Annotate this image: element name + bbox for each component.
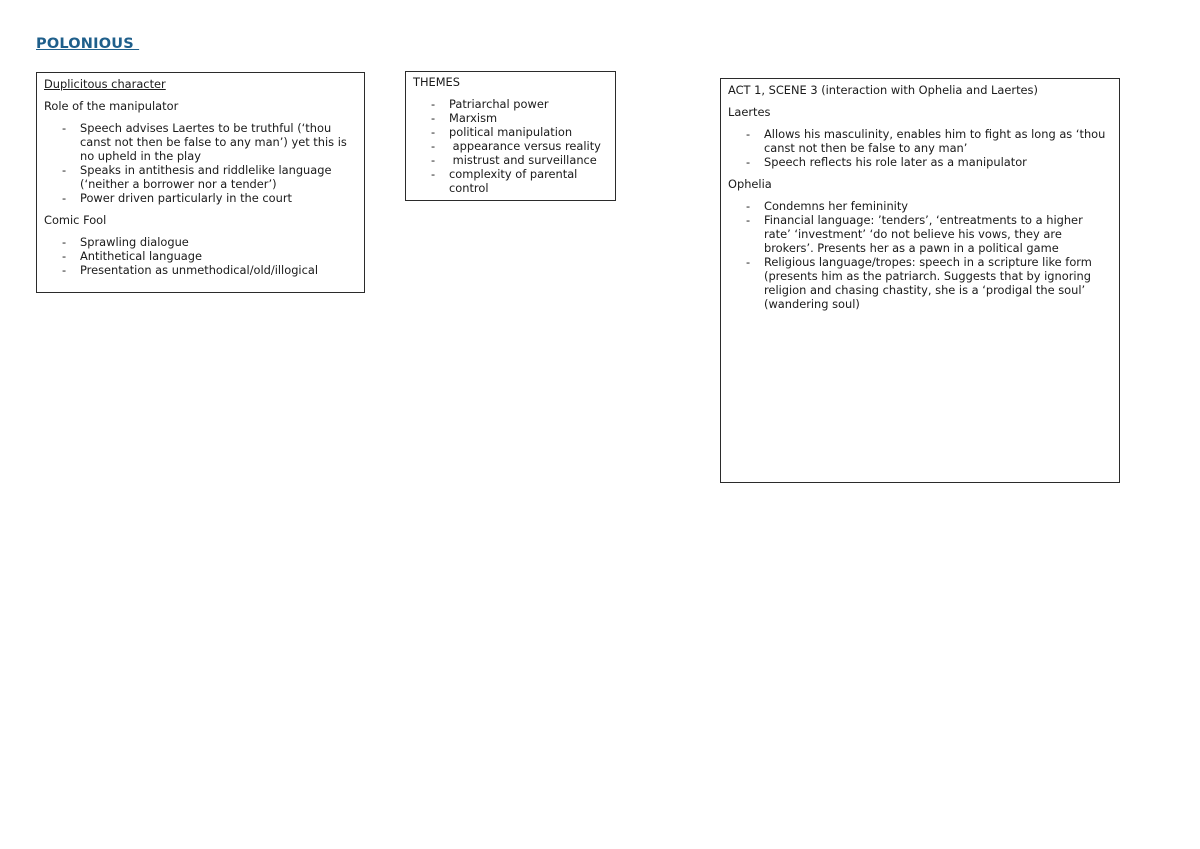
character-notes-box — [36, 72, 365, 293]
list-item — [728, 127, 1112, 155]
duplicitous-heading: Duplicitous character — [44, 77, 166, 91]
act-heading: ACT 1, SCENE 3 (interaction with Ophelia and Laertes) — [728, 83, 1038, 97]
list-item — [413, 97, 608, 111]
list-item-text: Patriarchal power — [449, 97, 549, 111]
list-item — [44, 191, 357, 205]
list-item-text: mistrust and surveillance — [449, 153, 597, 167]
list-item-text: Marxism — [449, 111, 498, 125]
list-item — [728, 199, 1112, 213]
list-item — [413, 167, 608, 195]
list-item-text: Speaks in antithesis and riddlelike language (‘neither a borrower nor a tender’) — [80, 163, 332, 191]
dash-bullet: - — [62, 191, 67, 205]
dash-bullet: - — [62, 249, 67, 263]
list-item — [413, 153, 608, 167]
list-item — [44, 121, 357, 163]
themes-box — [405, 71, 616, 201]
list-item — [413, 125, 608, 139]
list-item-text: Allows his masculinity, enables him to fight as long as ‘thou canst not then be false to any man’ — [764, 127, 1106, 155]
list-item-text: Sprawling dialogue — [80, 235, 189, 249]
list-item-text: appearance versus reality — [449, 139, 601, 153]
dash-bullet: - — [62, 121, 67, 135]
list-item — [728, 155, 1112, 169]
dash-bullet: - — [746, 155, 751, 169]
dash-bullet: - — [431, 111, 436, 125]
list-item-text: Speech reflects his role later as a manipulator — [764, 155, 1027, 169]
list-item — [44, 235, 357, 249]
dash-bullet: - — [431, 167, 436, 181]
list-item — [413, 111, 608, 125]
dash-bullet: - — [746, 127, 751, 141]
list-item-text: complexity of parental control — [449, 167, 581, 195]
dash-bullet: - — [431, 97, 436, 111]
manipulator-list — [44, 121, 357, 205]
laertes-heading: Laertes — [728, 105, 771, 119]
dash-bullet: - — [62, 235, 67, 249]
list-item-text: Antithetical language — [80, 249, 203, 263]
page-title: POLONIOUS — [36, 36, 140, 52]
list-item — [44, 249, 357, 263]
act-scene-box — [720, 78, 1120, 483]
laertes-list — [728, 127, 1112, 169]
themes-heading: THEMES — [413, 75, 460, 89]
list-item — [44, 163, 357, 191]
dash-bullet: - — [746, 199, 751, 213]
manipulator-subheading: Role of the manipulator — [44, 99, 179, 113]
list-item — [728, 255, 1112, 311]
ophelia-list — [728, 199, 1112, 311]
dash-bullet: - — [431, 153, 436, 167]
list-item-text: Religious language/tropes: speech in a scripture like form (presents him as the patriarch. Suggests that by ignoring religion and chasing chastity, she is a ‘prodigal the soul’ (wandering soul) — [764, 255, 1092, 311]
dash-bullet: - — [62, 163, 67, 177]
comic-fool-subheading: Comic Fool — [44, 213, 107, 227]
list-item-text: Speech advises Laertes to be truthful (‘thou canst not then be false to any man’) yet this is no upheld in the play — [80, 121, 347, 163]
dash-bullet: - — [746, 213, 751, 227]
list-item-text: Financial language: ’tenders’, ‘entreatments to a higher rate’ ‘investment’ ‘do not believe his vows, they are brokers’. Presents her as a pawn in a political game — [764, 213, 1083, 255]
list-item-text: Power driven particularly in the court — [80, 191, 293, 205]
list-item — [413, 139, 608, 153]
ophelia-heading: Ophelia — [728, 177, 772, 191]
list-item-text: Presentation as unmethodical/old/illogical — [80, 263, 318, 277]
list-item — [728, 213, 1112, 255]
list-item — [44, 263, 357, 277]
list-item-text: Condemns her femininity — [764, 199, 909, 213]
list-item-text: political manipulation — [449, 125, 573, 139]
dash-bullet: - — [746, 255, 751, 269]
dash-bullet: - — [431, 125, 436, 139]
comic-fool-list — [44, 235, 357, 277]
dash-bullet: - — [62, 263, 67, 277]
dash-bullet: - — [431, 139, 436, 153]
themes-list — [413, 97, 608, 195]
